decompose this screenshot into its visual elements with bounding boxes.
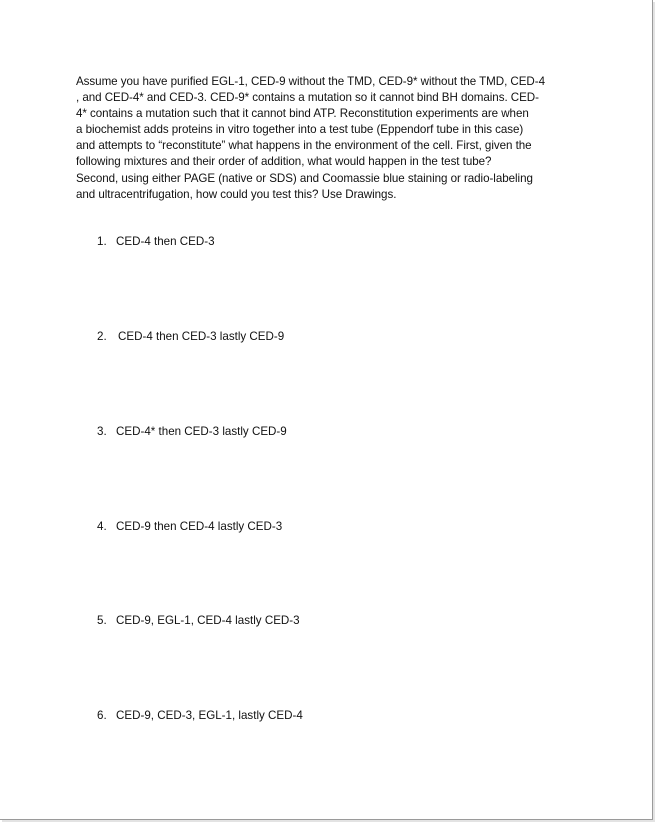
question-text: CED-4 then CED-3 lastly CED-9	[118, 330, 285, 343]
question-item	[97, 424, 287, 440]
question-text: CED-4* then CED-3 lastly CED-9	[116, 425, 287, 438]
question-item	[97, 613, 300, 629]
prompt-paragraph	[76, 74, 588, 203]
question-number: 2.	[97, 330, 107, 343]
question-item	[97, 708, 303, 724]
question-number: 4.	[97, 520, 107, 533]
question-text: CED-9, EGL-1, CED-4 lastly CED-3	[116, 614, 300, 627]
question-text: CED-4 then CED-3	[116, 235, 215, 248]
question-number: 1.	[97, 235, 107, 248]
question-text: CED-9, CED-3, EGL-1, lastly CED-4	[116, 709, 303, 722]
question-item	[97, 519, 282, 535]
question-item	[97, 234, 215, 250]
prompt-line: , and CED-4* and CED-3. CED-9* contains a mutation so it cannot bind BH domains. CED-	[76, 91, 539, 105]
question-text: CED-9 then CED-4 lastly CED-3	[116, 520, 283, 533]
question-number: 5.	[97, 614, 107, 627]
prompt-line: and ultracentrifugation, how could you test this? Use Drawings.	[76, 187, 397, 201]
prompt-line: and attempts to “reconstitute” what happens in the environment of the cell. First, given the	[76, 139, 532, 153]
prompt-line: 4* contains a mutation such that it cannot bind ATP. Reconstitution experiments are when	[76, 107, 529, 121]
prompt-line: a biochemist adds proteins in vitro together into a test tube (Eppendorf tube in this case)	[76, 123, 524, 137]
prompt-line: following mixtures and their order of addition, what would happen in the test tube?	[76, 155, 492, 169]
prompt-line: Second, using either PAGE (native or SDS) and Coomassie blue staining or radio-labeling	[76, 171, 533, 185]
question-number: 3.	[97, 425, 107, 438]
prompt-line: Assume you have purified EGL-1, CED-9 without the TMD, CED-9* without the TMD, CED-4	[76, 75, 545, 88]
question-item	[97, 329, 284, 345]
question-number: 6.	[97, 709, 107, 722]
